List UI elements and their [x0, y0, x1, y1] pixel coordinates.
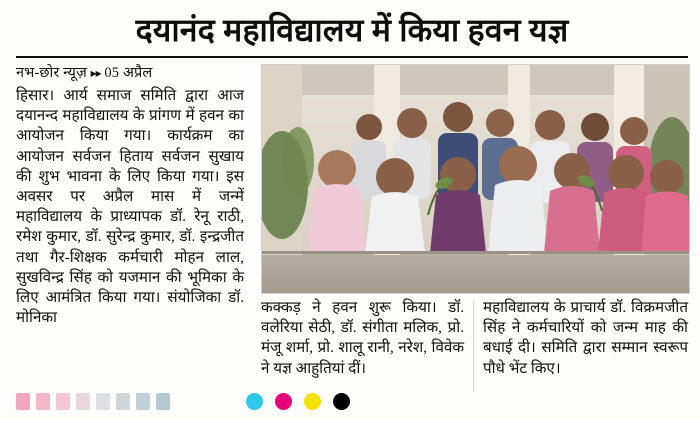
- article-paragraph-right: महाविद्यालय के प्राचार्य डॉ. विक्रमजीत सिंह ने कर्मचारियों को जन्म माह की बधाई दी। समिति द्वारा सम्मान स्वरूप पौधे भेंट किए।: [483, 299, 688, 377]
- article-body: [16, 64, 688, 394]
- swatch: [136, 393, 150, 410]
- swatch: [76, 393, 90, 410]
- swatch: [16, 393, 30, 410]
- page-bottom-edge: [0, 419, 700, 423]
- registration-dot-cyan: [246, 393, 263, 410]
- print-colorbar: [16, 393, 688, 411]
- article-paragraph-middle: कक्कड़ ने हवन शुरू किया। डॉ. वलेरिया सेठी, डॉ. संगीता मलिक, प्रो. मंजू शर्मा, प्रो. शालू रानी, नरेश, विवेक ने यज्ञ आहुतियां दीं।: [261, 299, 464, 377]
- photo-illustration: [262, 65, 689, 293]
- registration-dots: [246, 393, 350, 410]
- byline-source: नभ-छोर न्यूज़: [16, 65, 87, 81]
- left-column: [16, 64, 244, 328]
- swatch-row: [16, 393, 170, 410]
- byline-date: 05 अप्रैल: [104, 65, 153, 81]
- bottom-columns: [261, 298, 688, 394]
- byline: [16, 64, 244, 83]
- registration-dot-magenta: [275, 393, 292, 410]
- registration-dot-yellow: [304, 393, 321, 410]
- article-paragraph-left: हिसार। आर्य समाज समिति द्वारा आज दयानन्द महाविद्यालय के प्रांगण में हवन का आयोजन किया गया। कार्यक्रम का आयोजन सर्वजन हिताय सर्वजन सुखाय की शुभ भावना के लिए किया गया। इस अवसर पर अप्रैल मास में जन्में महाविद्यालय के प्राध्यापक डॉ. रेनू राठी, रमेश कुमार, डॉ. सुरेन्द्र कुमार, डॉ. इन्द्रजीत तथा गैर-शिक्षक कर्मचारी मोहन लाल, सुखविन्द्र सिंह को यजमान की भूमिका के लिए आमंत्रित किया गया। संयोजिका डॉ. मोनिका: [16, 87, 244, 327]
- headline-divider: [16, 56, 688, 58]
- swatch: [96, 393, 110, 410]
- registration-dot-black: [333, 393, 350, 410]
- swatch: [56, 393, 70, 410]
- page-title: दयानंद महाविद्यालय में किया हवन यज्ञ: [135, 12, 569, 48]
- column-divider: [473, 300, 474, 392]
- swatch: [36, 393, 50, 410]
- swatch: [156, 393, 170, 410]
- byline-arrows-icon: ▸▸: [90, 66, 101, 80]
- swatch: [116, 393, 130, 410]
- article-photo: [261, 64, 690, 294]
